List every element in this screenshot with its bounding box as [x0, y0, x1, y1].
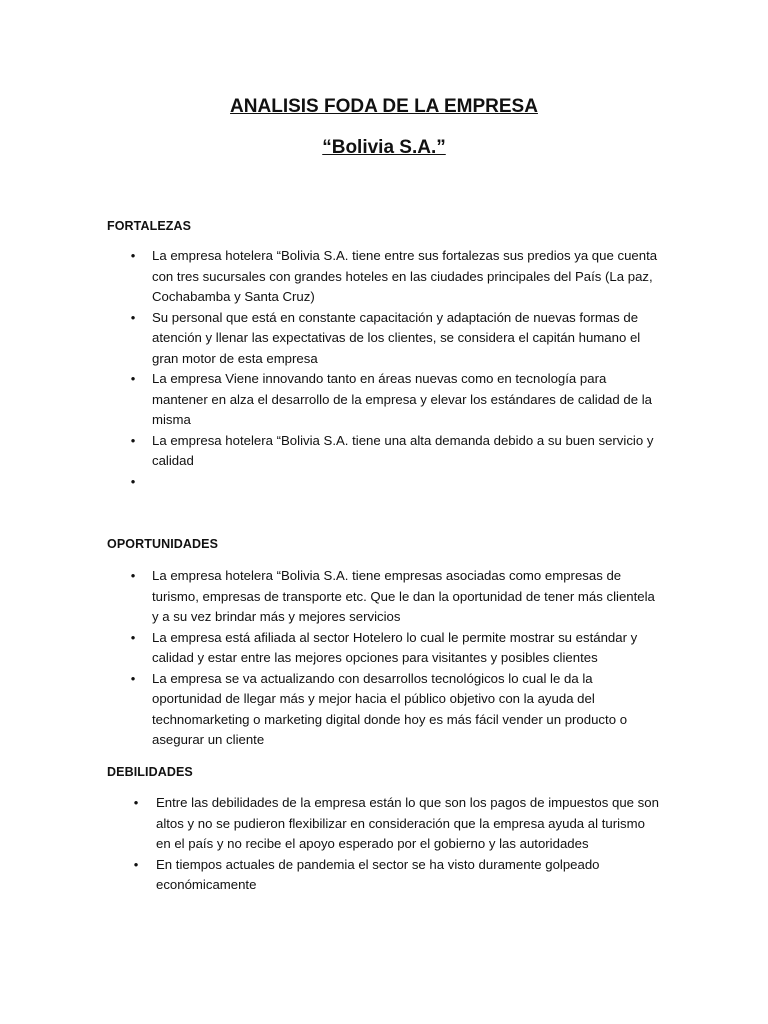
bullet-icon: •	[130, 473, 136, 489]
list-item	[133, 855, 662, 896]
bullet-icon: •	[130, 309, 136, 325]
list-item-text: La empresa hotelera “Bolivia S.A. tiene empresas asociadas como empresas de turismo, empresas de transporte etc. Que le dan la oportunidad de tener más clientela y a su vez brindar más y mejores servicios	[152, 568, 655, 624]
list-item	[130, 628, 664, 669]
list-item	[130, 669, 664, 751]
list-item	[133, 793, 662, 855]
bullet-icon: •	[130, 248, 136, 263]
list-item	[130, 369, 662, 431]
heading-debilidades: DEBILIDADES	[107, 765, 193, 779]
list-oportunidades	[130, 566, 664, 751]
list-item-text: La empresa hotelera “Bolivia S.A. tiene una alta demanda debido a su buen servicio y calidad	[152, 432, 654, 468]
document-subtitle: “Bolivia S.A.”	[322, 137, 446, 158]
list-item-text: Entre las debilidades de la empresa están lo que son los pagos de impuestos que son altos y no se pudieron flexibilizar en consideración que la empresa ayuda al turismo en el país y no recibe el apoyo esperado por el gobierno y las autoridades	[156, 795, 659, 851]
bullet-icon: •	[133, 795, 139, 810]
list-item-text	[152, 474, 156, 489]
list-item-text: La empresa se va actualizando con desarrollos tecnológicos lo cual le da la oportunidad de llegar más y mejor hacia el público objetivo con la ayuda del technomarketing o marketing digital donde hoy es más fácil vender un producto o asegurar un cliente	[152, 670, 628, 747]
list-item-text: La empresa está afiliada al sector Hotelero lo cual le permite mostrar su estándar y calidad y estar entre las mejores opciones para visitantes y posibles clientes	[152, 629, 638, 665]
bullet-icon: •	[130, 432, 136, 448]
bullet-icon: •	[130, 371, 136, 386]
list-item	[130, 431, 662, 472]
list-item-text: La empresa hotelera “Bolivia S.A. tiene entre sus fortalezas sus predios ya que cuenta con tres sucursales con grandes hoteles en las ciudades principales del País (La paz, Cochabamba y Santa Cruz)	[152, 248, 658, 304]
list-item-text: Su personal que está en constante capacitación y adaptación de nuevas formas de atención y llenar las expectativas de los clientes, se considera el capitán humano el gran motor de esta empresa	[152, 309, 641, 366]
list-fortalezas	[130, 246, 662, 492]
heading-oportunidades: OPORTUNIDADES	[107, 537, 219, 551]
heading-fortalezas: FORTALEZAS	[107, 219, 192, 233]
bullet-icon: •	[130, 629, 136, 645]
document-title: ANALISIS FODA DE LA EMPRESA	[230, 96, 538, 117]
list-item-text: La empresa Viene innovando tanto en áreas nuevas como en tecnología para mantener en alza el desarrollo de la empresa y elevar los estándares de calidad de la misma	[152, 371, 652, 427]
list-item-text: En tiempos actuales de pandemia el sector se ha visto duramente golpeado económicamente	[156, 856, 600, 892]
list-item-empty	[130, 472, 662, 493]
list-item	[130, 246, 662, 308]
list-item	[130, 308, 662, 370]
bullet-icon: •	[130, 670, 136, 686]
list-item	[130, 566, 664, 628]
list-debilidades	[133, 793, 662, 896]
bullet-icon: •	[133, 856, 139, 872]
bullet-icon: •	[130, 568, 136, 583]
